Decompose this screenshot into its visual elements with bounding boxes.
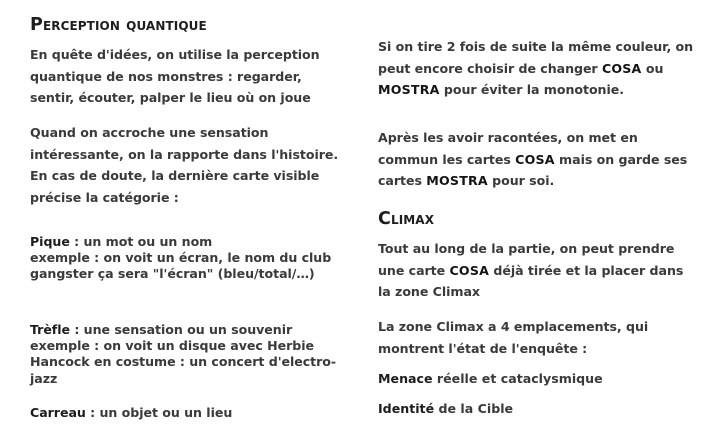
definition-separator-trefle: :	[70, 322, 84, 337]
paragraph-meme-couleur-text-1: Si on tire 2 fois de suite la même couleur, on peut encore choisir de changer	[378, 39, 694, 76]
paragraph-mise-en-commun-text-3: pour soi.	[487, 173, 555, 189]
climax-slot-menace	[378, 368, 698, 390]
paragraph-zone-climax-text-2: déjà tirée et la placer dans la zone Climax	[378, 262, 684, 300]
definition-trefle	[30, 322, 350, 387]
paragraph-meme-couleur-text-3: pour éviter la monotonie.	[439, 82, 624, 98]
climax-slot-identite	[378, 398, 698, 420]
definition-example-pique: exemple : on voit un écran, le nom du club gangster ça sera "l'écran" (bleu/total/…)	[30, 250, 332, 282]
right-column	[378, 0, 698, 430]
section-heading-climax: Climax	[378, 209, 435, 229]
paragraph-zone-climax-usage	[378, 238, 698, 303]
keyword-cosa: COSA	[515, 151, 555, 167]
keyword-cosa: COSA	[601, 60, 642, 76]
definition-separator-pique: :	[69, 234, 84, 249]
keyword-cosa: COSA	[449, 262, 490, 278]
climax-slot-text-menace: réelle et cataclysmique	[432, 371, 603, 386]
definition-term-pique: Pique	[30, 234, 70, 249]
paragraph-mise-en-commun	[378, 127, 698, 192]
climax-slot-lead-identite: Identité	[378, 401, 435, 416]
definition-carreau	[30, 405, 350, 421]
left-column	[30, 0, 350, 430]
definition-separator-carreau: :	[85, 405, 100, 420]
definition-term-trefle: Trèfle	[30, 322, 70, 337]
definition-example-trefle: exemple : on voit un disque avec Herbie Hancock en costume : un concert d'electro-jazz	[30, 338, 337, 386]
paragraph-emplacements: La zone Climax a 4 emplacements, qui montrent l'état de l'enquête :	[378, 319, 649, 356]
keyword-mostra: MOSTRA	[426, 173, 488, 189]
definition-text-trefle: une sensation ou un souvenir	[83, 322, 293, 337]
paragraph-meme-couleur	[378, 36, 698, 101]
paragraph-meme-couleur-text-2: ou	[641, 60, 664, 76]
definition-text-pique: un mot ou un nom	[83, 234, 213, 249]
paragraph-mise-en-commun-text-2: mais on garde ses cartes	[378, 151, 688, 189]
paragraph-perception-intro: En quête d'idées, on utilise la perception quantique de nos monstres : regarder, sentir, écouter, palper le lieu où on joue	[30, 47, 320, 106]
climax-slot-text-identite: de la Cible	[434, 401, 514, 416]
definition-text-carreau: un objet ou un lieu	[99, 405, 233, 420]
keyword-mostra: MOSTRA	[378, 82, 440, 98]
climax-slot-lead-menace: Menace	[378, 371, 433, 386]
definition-pique	[30, 234, 350, 283]
paragraph-zone-climax-text-1: Tout au long de la partie, on peut prendre une carte	[378, 241, 675, 278]
paragraph-mise-en-commun-text-1: Après les avoir racontées, on met en commun les cartes	[378, 130, 638, 167]
definition-term-carreau: Carreau	[30, 405, 86, 420]
section-heading-perception-quantique: Perception quantique	[30, 15, 207, 35]
paragraph-sensation-rapport: Quand on accroche une sensation intéressante, on la rapporte dans l'histoire. En cas de doute, la dernière carte visible précise la catégorie :	[30, 125, 339, 205]
